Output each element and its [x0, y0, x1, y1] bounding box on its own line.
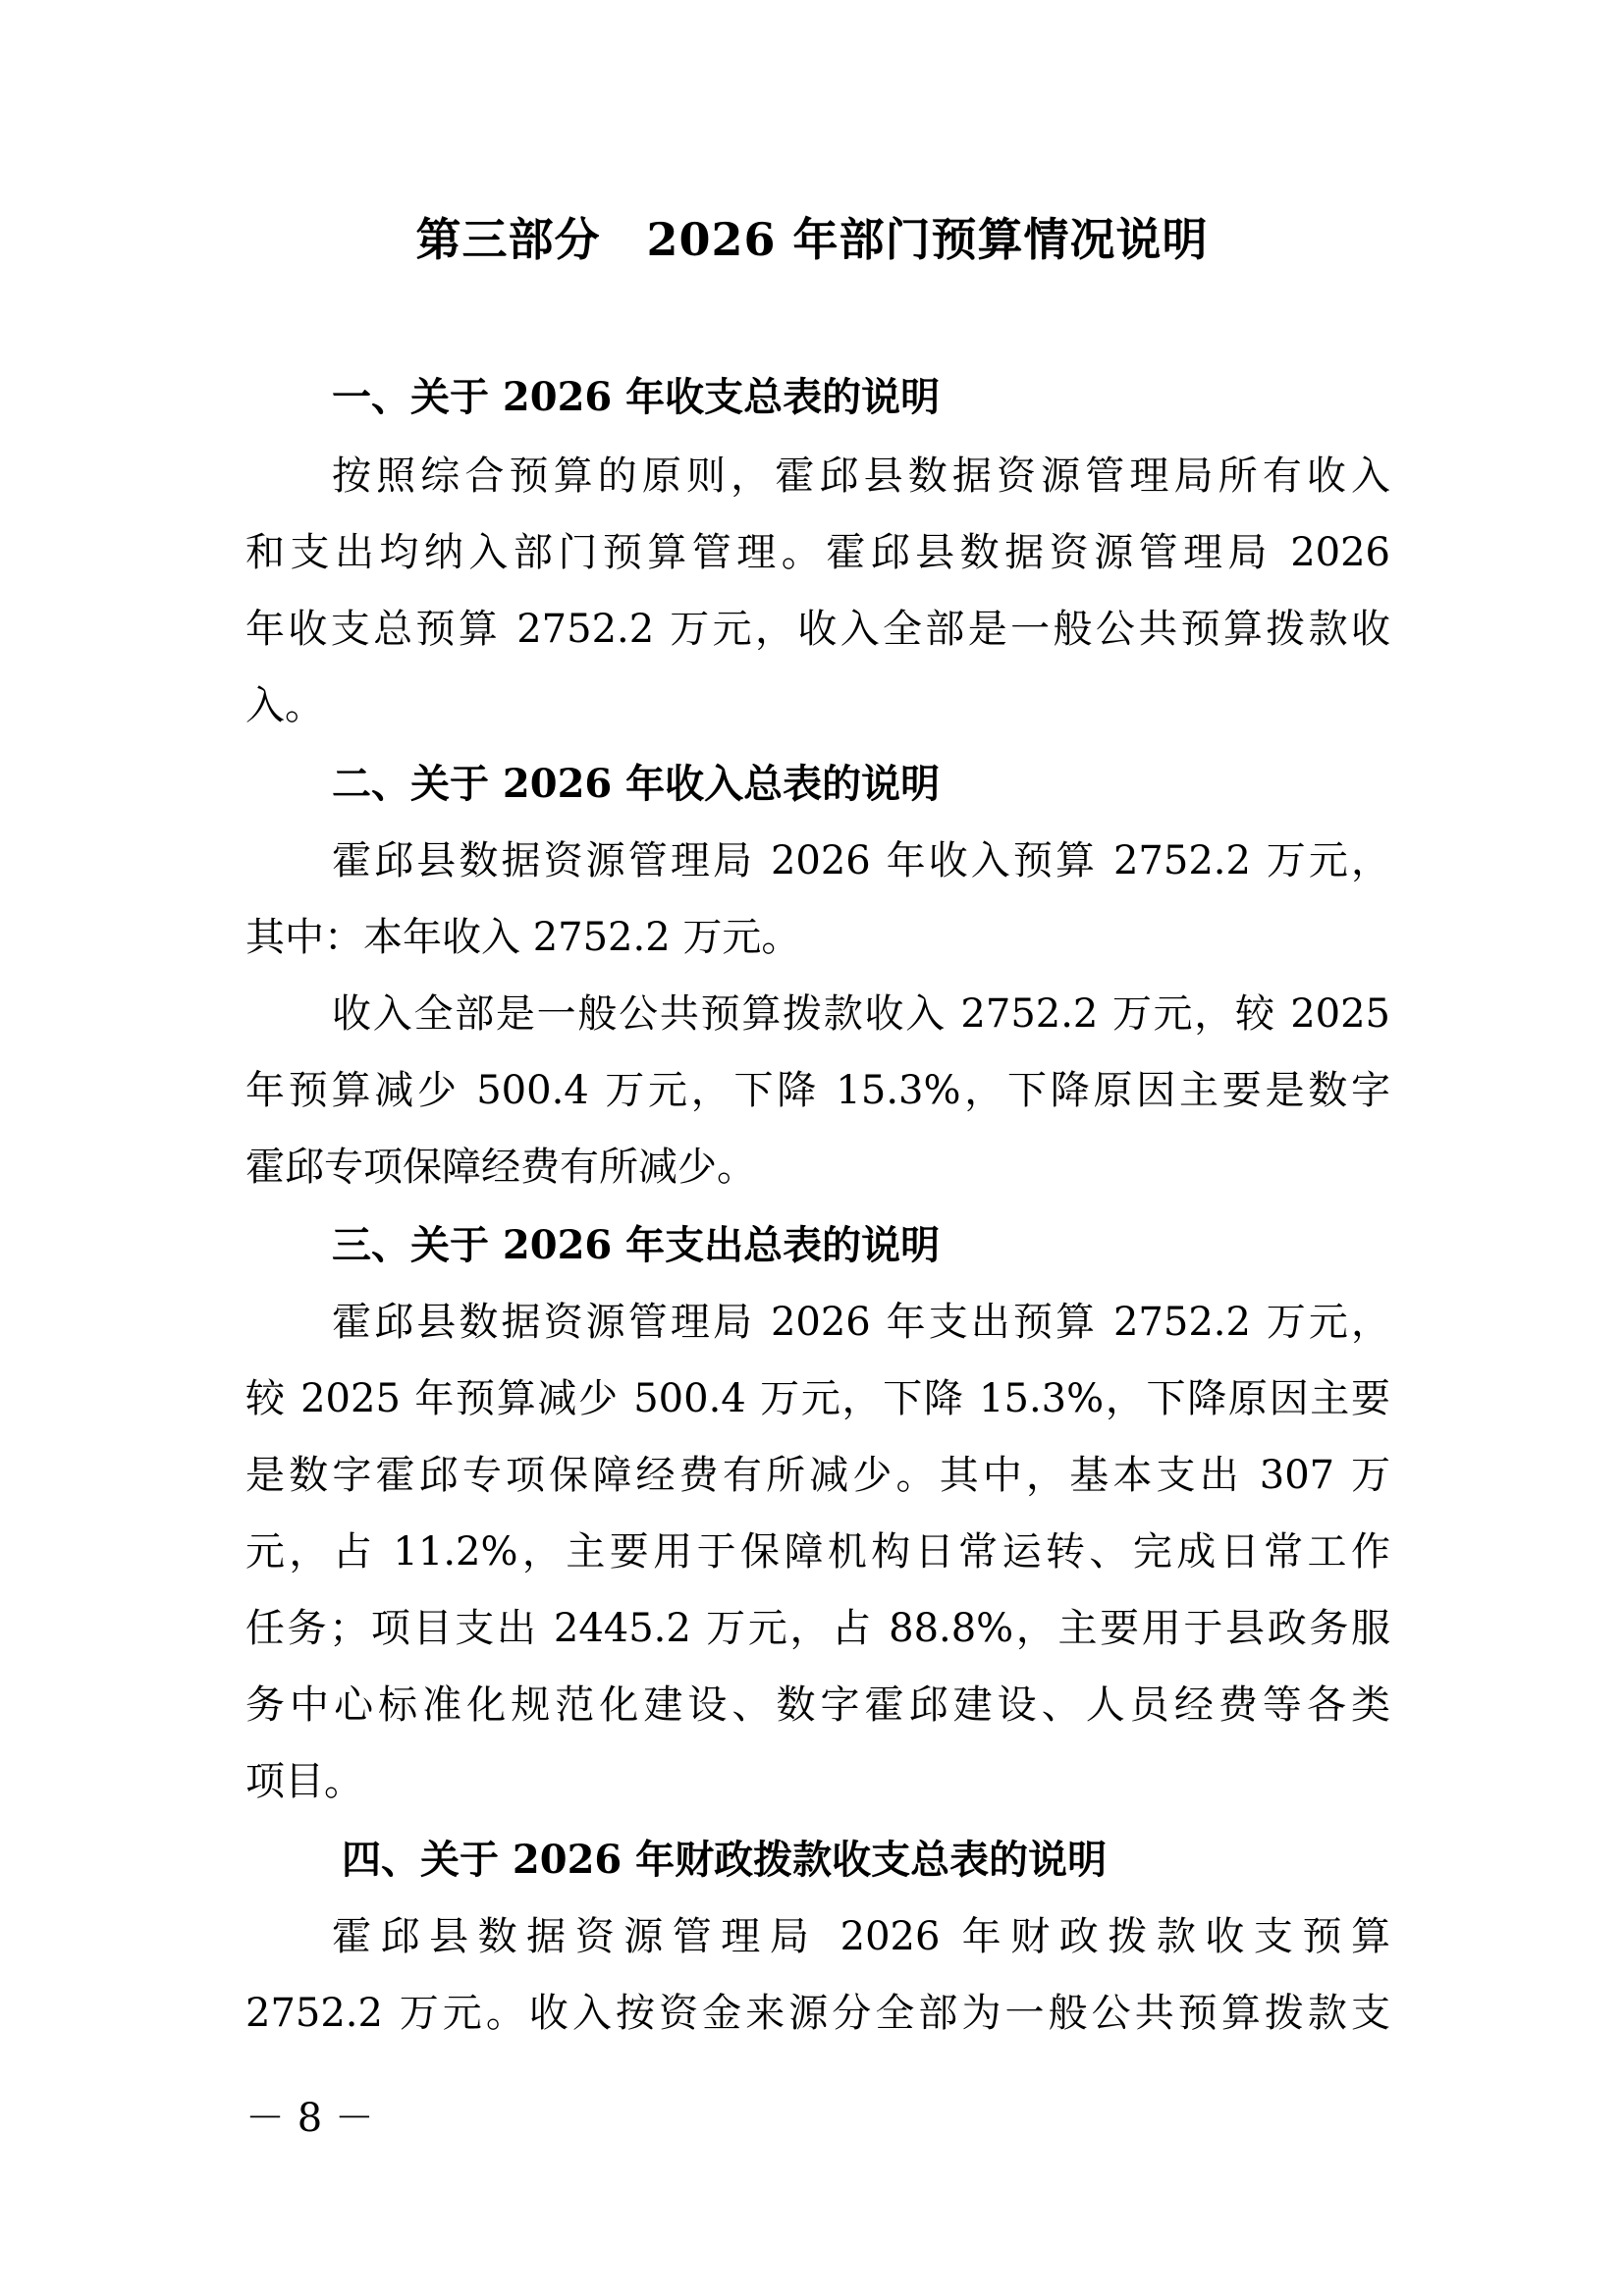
paragraph-line: 较 2025 年预算减少 500.4 万元，下降 15.3%，下降原因主要: [245, 1376, 1390, 1421]
section-heading: 四、关于 2026 年财政拨款收支总表的说明: [342, 1837, 1108, 1883]
paragraph-line: 项目。: [245, 1759, 363, 1804]
section-heading: 二、关于 2026 年收入总表的说明: [332, 761, 941, 807]
paragraph-line: 和支出均纳入部门预算管理。霍邱县数据资源管理局 2026: [245, 530, 1390, 575]
paragraph-line: 年预算减少 500.4 万元，下降 15.3%，下降原因主要是数字: [245, 1068, 1390, 1113]
paragraph-line: 2752.2 万元。收入按资金来源分全部为一般公共预算拨款支: [245, 1991, 1390, 2036]
paragraph-line: 霍邱县数据资源管理局 2026 年收入预算 2752.2 万元，: [332, 838, 1390, 883]
paragraph-line: 年收支总预算 2752.2 万元，收入全部是一般公共预算拨款收: [245, 607, 1390, 652]
paragraph-line: 按照综合预算的原则，霍邱县数据资源管理局所有收入: [332, 454, 1390, 499]
paragraph-line: 元，占 11.2%，主要用于保障机构日常运转、完成日常工作: [245, 1529, 1390, 1575]
paragraph-line: 任务；项目支出 2445.2 万元，占 88.8%，主要用于县政务服: [245, 1606, 1390, 1651]
paragraph-line: 其中：本年收入 2752.2 万元。: [245, 915, 801, 960]
page-title: 第三部分 2026 年部门预算情况说明: [415, 213, 1209, 266]
paragraph-line: 务中心标准化规范化建设、数字霍邱建设、人员经费等各类: [245, 1682, 1390, 1728]
paragraph-line: 霍邱县数据资源管理局 2026 年支出预算 2752.2 万元，: [332, 1300, 1390, 1345]
section-heading: 一、关于 2026 年收支总表的说明: [332, 374, 941, 420]
paragraph-line: 是数字霍邱专项保障经费有所减少。其中，基本支出 307 万: [245, 1453, 1390, 1498]
paragraph-line: 收入全部是一般公共预算拨款收入 2752.2 万元，较 2025: [332, 991, 1390, 1037]
paragraph-line: 霍邱县数据资源管理局 2026 年财政拨款收支预算: [332, 1914, 1390, 1959]
page-number: － 8 －: [245, 2096, 374, 2141]
paragraph-line: 入。: [245, 683, 324, 728]
paragraph-line: 霍邱专项保障经费有所减少。: [245, 1145, 756, 1190]
section-heading: 三、关于 2026 年支出总表的说明: [332, 1222, 941, 1268]
